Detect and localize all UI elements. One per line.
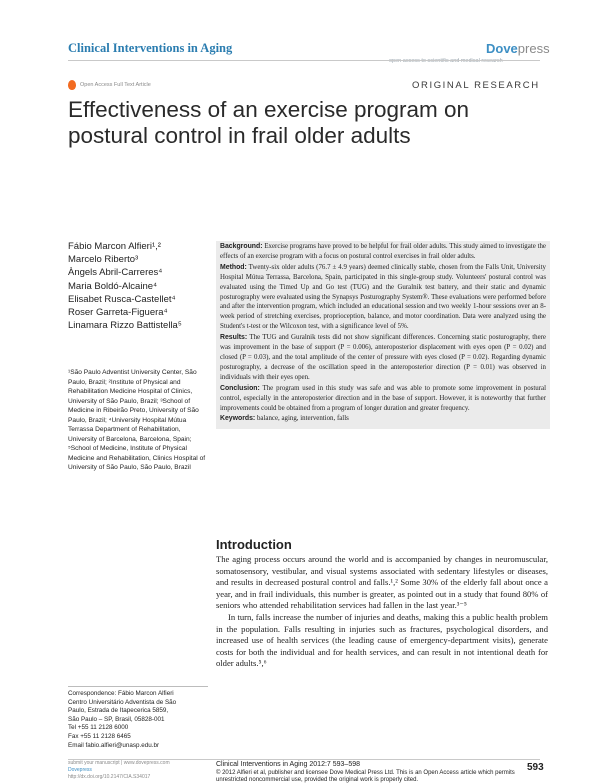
author-name: Linamara Rizzo Battistella⁵ <box>68 320 182 332</box>
correspondence-line: Paulo, Estrada de Itapecerica 5859, <box>68 707 169 715</box>
journal-name: Clinical Interventions in Aging <box>68 41 233 55</box>
introduction-body <box>216 554 548 670</box>
open-access-icon <box>68 80 76 90</box>
doi-link[interactable]: http://dx.doi.org/10.2147/CIA.S34017 <box>68 774 151 780</box>
correspondence-divider <box>68 686 208 687</box>
abstract-conclusion-text: The program used in this study was safe and was able to promote some improvement in postural control, especially in the anteroposterior direction and in the base of support. However, it is noteworthy that further improvements could be obtained from a program of longer duration and greater frequency. <box>220 384 546 412</box>
correspondence <box>68 690 208 750</box>
affiliations: ¹São Paulo Adventist University Center, São Paulo, Brazil; ²Institute of Physical and Rehabilitation Medicine Hospital of Clinics, University of São Paulo, Brazil; ³School of Medicine in Ribeirão Preto, University of São Paulo, Brazil; ⁴University Hospital Mútua Terrassa Department of Rehabilitation, University of Barcelona, Barcelona, Spain; ⁵School of Medicine, Institute of Physical Medicine and Rehabilitation, Clinics Hospital of University of São Paulo, São Paulo, Brazil <box>68 369 206 471</box>
introduction-heading: Introduction <box>216 537 292 552</box>
abstract-method-text: Twenty-six older adults (76.7 ± 4.9 years) deemed clinically stable, chosen from the Falls Unit, University Hospital Mútua Terrassa, Barcelona, Spain, participated in this single-group study. Volunteers' postural control was evaluated using the Timed Up and Go test (TUG) and the Guralnik test battery, and their static and dynamic posturography were evaluated using the Synapsys Posturography System®. These evaluations were performed before and after the intervention program, which included an educational session and two weekly 1-hour sessions over an 8-week period of stretching exercises, proprioception, balance, and motor coordination. Data were analyzed using the Student's t-test or the Wilcoxon test, with a significance level of 5%. <box>220 263 546 331</box>
publisher-tagline: open access to scientific and medical research <box>389 58 503 64</box>
correspondence-line: Fax +55 11 2128 6465 <box>68 732 131 740</box>
open-access-label: Open Access Full Text Article <box>80 82 151 88</box>
page-number: 593 <box>527 762 544 773</box>
abstract-background-text: Exercise programs have proved to be helpful for frail older adults. This study aimed to investigate the effects of an exercise program with a focus on postural control exercises in frail older adults. <box>220 243 546 260</box>
publisher-logo-bold: Dove <box>486 41 518 56</box>
abstract-keywords-text: balance, aging, intervention, falls <box>256 415 349 423</box>
author-name: Maria Boldó-Alcaine⁴ <box>68 280 158 292</box>
footer-dovepress[interactable]: Dovepress <box>68 767 92 773</box>
correspondence-line: Correspondence: Fábio Marcon Alfieri <box>68 690 174 697</box>
author-list <box>68 240 208 332</box>
abstract-conclusion <box>220 384 546 414</box>
correspondence-email[interactable]: Email fabio.alfieri@unasp.edu.br <box>68 741 160 749</box>
open-access-badge <box>68 80 151 90</box>
correspondence-line: Centro Universitário Adventista de São <box>68 698 177 706</box>
abstract-keywords <box>220 414 546 424</box>
abstract-box <box>216 241 550 429</box>
correspondence-line: Tel +55 11 2128 6000 <box>68 724 129 732</box>
submit-link[interactable]: submit your manuscript | www.dovepress.com <box>68 760 170 766</box>
author-name: Fábio Marcon Alfieri¹,² <box>68 241 161 252</box>
author-name: Elisabet Rusca-Castellet⁴ <box>68 293 176 305</box>
abstract-method-label: Method: <box>220 263 247 271</box>
abstract-background-label: Background: <box>220 243 263 250</box>
article-title: Effectiveness of an exercise program on postural control in frail older adults <box>68 97 470 148</box>
publisher-logo[interactable] <box>486 41 550 56</box>
abstract-keywords-label: Keywords: <box>220 415 256 423</box>
section-label: ORIGINAL RESEARCH <box>412 80 540 91</box>
correspondence-line: São Paulo – SP, Brasil, 05828-001 <box>68 715 165 723</box>
footer-links <box>68 760 170 781</box>
publisher-logo-light: press <box>517 41 550 56</box>
abstract-background <box>220 242 546 262</box>
author-name: Marcelo Riberto³ <box>68 254 139 266</box>
author-name: Roser Garreta-Figuera⁴ <box>68 307 168 319</box>
footer-citation: Clinical Interventions in Aging 2012:7 593–598 <box>216 761 360 768</box>
abstract-conclusion-label: Conclusion: <box>220 384 260 392</box>
introduction-paragraph: The aging process occurs around the world and is accompanied by changes in neuromuscular, somatosensory, vestibular, and visual systems associated with sedentary lifestyles or diseases, and results in decreased postural control and falls.¹,² Some 30% of the elderly fall about once a year, and in frail individuals, this number is greater, as pointed out in a study that found 80% of seniors who attended rehabilitation services had fallen in the last year.³⁻⁵ <box>216 554 548 611</box>
abstract-results-text: The TUG and Guralnik tests did not show significant differences. Concerning static posturography, there was improvement in the base of support (P = 0.006), anteroposterior displacement with eyes open (P = 0.02) and closed (P = 0.03), and the total amplitude of the center of pressure with eyes closed (P = 0.02). Regarding dynamic posturography, a decrease of the oscillation speed in the anteroposterior direction (P = 0.01) was observed in individuals with their eyes open. <box>220 334 546 381</box>
abstract-results-label: Results: <box>220 334 248 342</box>
introduction-paragraph: In turn, falls increase the number of injuries and deaths, making this a public health problem in the population. Falls resulting in injuries such as fractures, psychological disorders, and increased use of health services (the leading cause of emergency-department visits), generate costs for both the individual and for health services, and can result in not intentional death for older adults.⁵,⁶ <box>216 611 548 669</box>
header-divider <box>68 60 540 61</box>
author-name: Àngels Abril-Carreres⁴ <box>68 267 163 279</box>
footer-copyright: © 2012 Alfieri et al, publisher and licensee Dove Medical Press Ltd. This is an Open Access article which permits unrestricted noncommercial use, provided the original work is properly cited. <box>216 770 515 783</box>
abstract-method <box>220 263 546 332</box>
abstract-results <box>220 333 546 383</box>
